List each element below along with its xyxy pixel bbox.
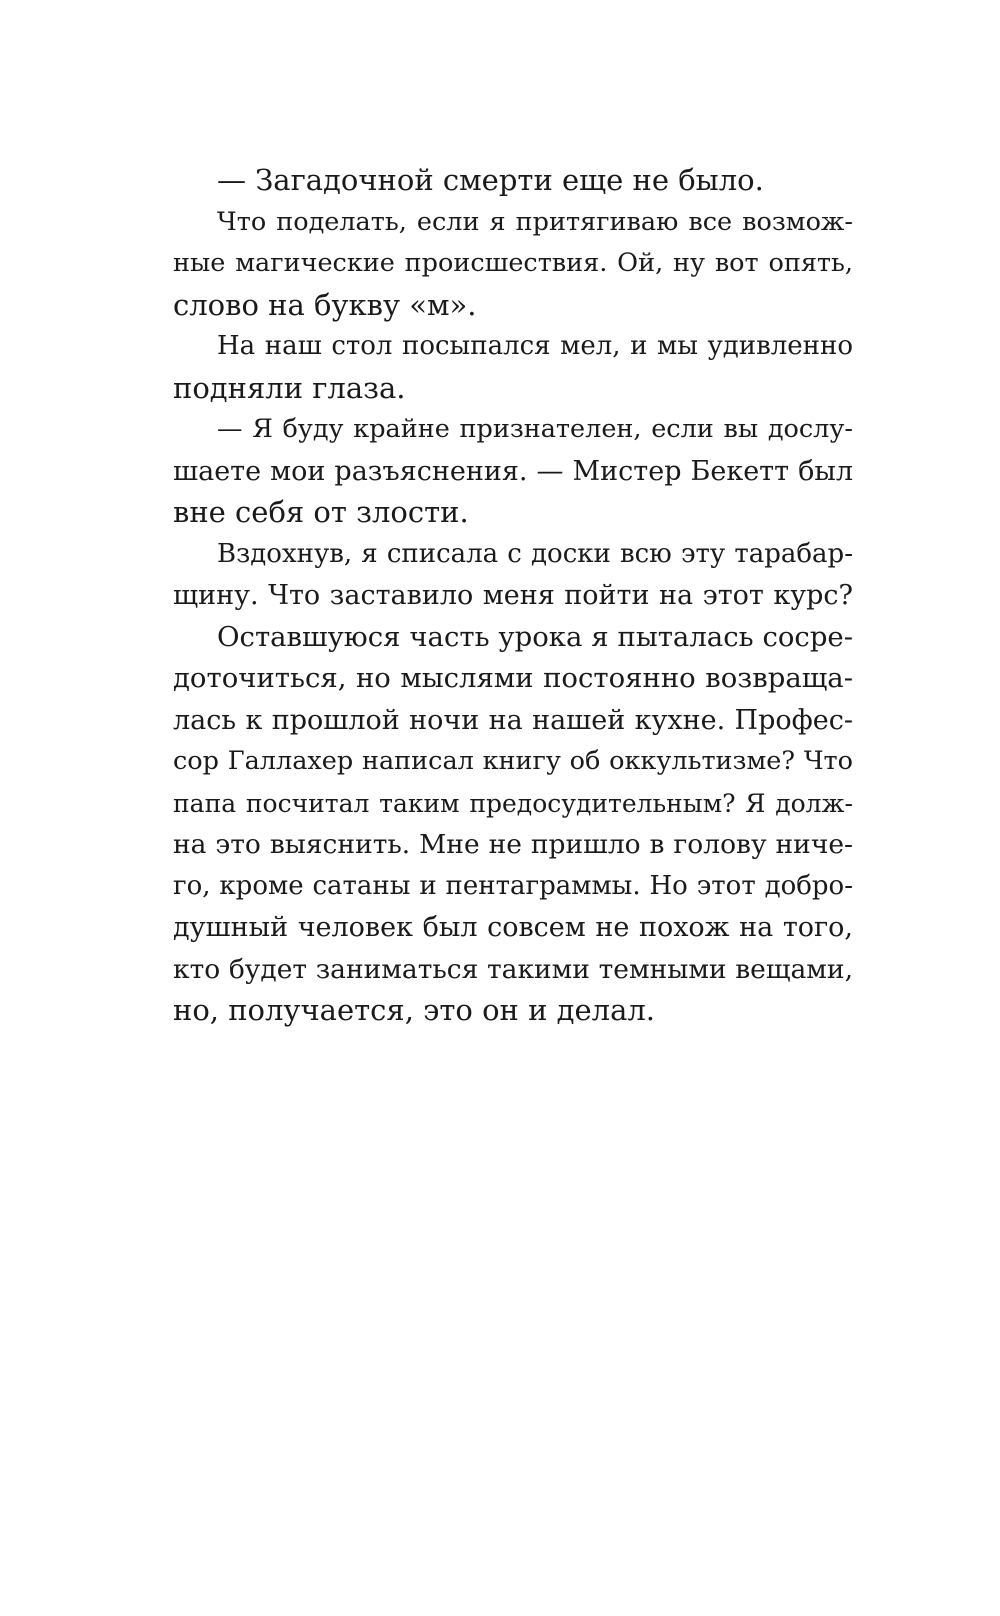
text-line: лась к прошлой ночи на нашей кухне. Профес- [173,704,853,736]
text-line: го, кроме сатаны и пентаграммы. Но этот добро- [173,870,853,901]
text-line: доточиться, но мыслями постоянно возвраща- [173,662,853,694]
text-line: — Я буду крайне признателен, если вы дослу- [217,414,853,444]
text-line: папа посчитал таким предосудительным? Я долж- [173,788,853,818]
text-line: вне себя от злости. [173,495,469,529]
text-line: На наш стол посыпался мел, и мы удивленно [217,331,853,361]
text-line: на это выяснить. Мне не пришло в голову ниче- [173,829,853,860]
text-line: сор Галлахер написал книгу об оккультизме? Что [173,746,853,776]
text-line: ные магические происшествия. Ой, ну вот опять, [173,248,853,278]
body-text [173,160,853,1032]
text-line: но, получается, это он и делал. [173,993,656,1027]
text-line: шаете мои разъяснения. — Мистер Бекетт был [173,455,853,487]
text-line: подняли глаза. [173,370,406,405]
text-line: — Загадочной смерти еще не было. [217,163,764,197]
text-line: Вздохнув, я списала с доски всю эту тарабар- [217,538,853,569]
text-line: щину. Что заставило меня пойти на этот курс? [173,580,853,611]
text-line: кто будет заниматься такими темными вещами, [173,953,853,985]
text-line: Что поделать, если я притягиваю все возмож- [217,206,853,237]
text-line: душный человек был совсем не похож на того, [173,912,853,943]
text-line: Оставшуюся часть урока я пыталась сосре- [217,620,853,653]
text-line: слово на букву «м». [173,287,477,322]
